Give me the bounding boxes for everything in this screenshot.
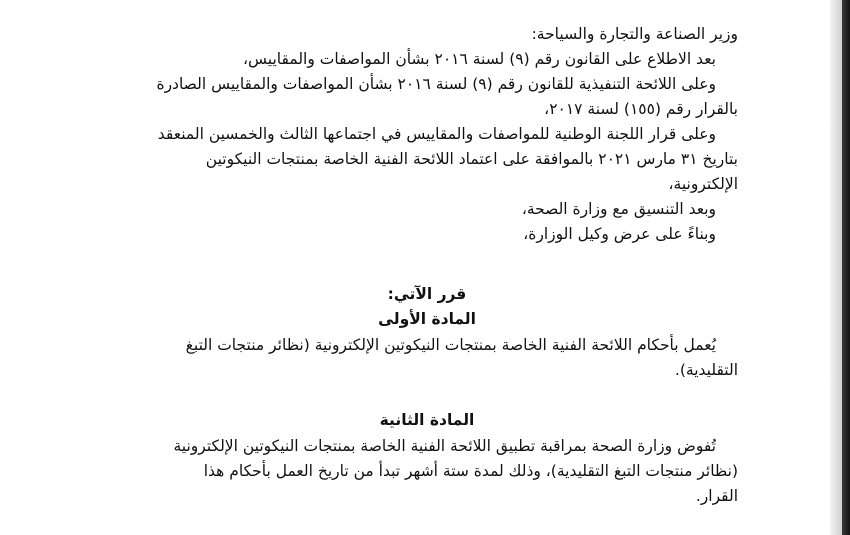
scan-edge-border <box>842 0 850 535</box>
preamble-paragraph-2-line-1: وعلى اللائحة التنفيذية للقانون رقم (٩) لسنة ٢٠١٦ بشأن المواصفات والمقاييس الصادرة <box>156 75 716 93</box>
article-1-line-2: التقليدية). <box>674 361 738 379</box>
decision-title: قرر الآتي: <box>387 285 467 303</box>
article-1-title: المادة الأولى <box>378 310 476 328</box>
preamble-paragraph-3-line-3: الإلكترونية، <box>668 175 738 193</box>
minister-heading: وزير الصناعة والتجارة والسياحة: <box>531 25 738 43</box>
article-2-line-1: تُفوض وزارة الصحة بمراقبة تطبيق اللائحة الفنية الخاصة بمنتجات النيكوتين الإلكترونية <box>173 437 716 455</box>
preamble-paragraph-4: وبعد التنسيق مع وزارة الصحة، <box>521 200 716 218</box>
preamble-paragraph-5: وبناءً على عرض وكيل الوزارة، <box>523 225 716 243</box>
preamble-paragraph-2-line-2: بالقرار رقم (١٥٥) لسنة ٢٠١٧، <box>544 100 738 118</box>
article-2-line-2: (نظائر منتجات التبغ التقليدية)، وذلك لمدة ستة أشهر تبدأ من تاريخ العمل بأحكام هذا <box>203 462 738 480</box>
preamble-paragraph-3-line-1: وعلى قرار اللجنة الوطنية للمواصفات والمقاييس في اجتماعها الثالث والخمسين المنعقد <box>157 125 716 143</box>
scan-edge-shadow <box>830 0 842 535</box>
article-2-line-3: القرار. <box>695 487 738 505</box>
article-2-title: المادة الثانية <box>379 411 475 429</box>
article-1-line-1: يُعمل بأحكام اللائحة الفنية الخاصة بمنتجات النيكوتين الإلكترونية (نظائر منتجات التبغ <box>185 336 716 354</box>
preamble-paragraph-3-line-2: بتاريخ ٣١ مارس ٢٠٢١ بالموافقة على اعتماد اللائحة الفنية الخاصة بمنتجات النيكوتين <box>205 150 738 168</box>
preamble-paragraph-1: بعد الاطلاع على القانون رقم (٩) لسنة ٢٠١٦ بشأن المواصفات والمقاييس، <box>243 50 716 68</box>
